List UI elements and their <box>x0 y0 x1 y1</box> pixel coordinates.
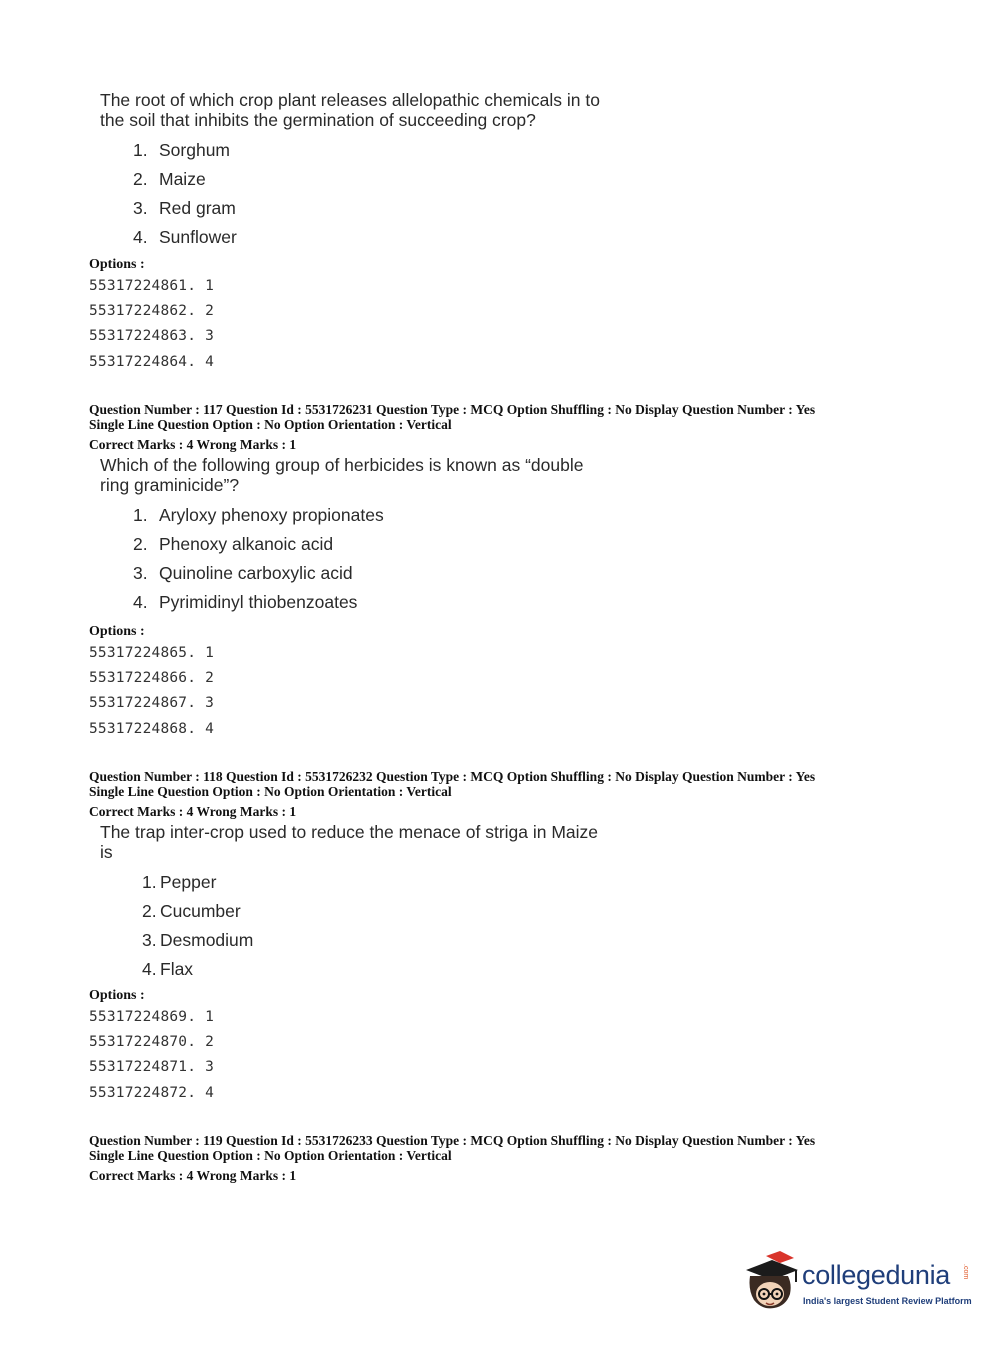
question-118-text-line2: is <box>100 842 113 862</box>
question-118-choice-3: 3. Desmodium <box>142 930 254 950</box>
question-117-meta-line1: Question Number : 117 Question Id : 5531726231 Question Type : MCQ Option Shuffling : No Display Question Number : Yes <box>89 402 816 417</box>
question-118-option-4: 55317224872. 4 <box>89 1085 215 1101</box>
question-117-option-4: 55317224868. 4 <box>89 721 215 737</box>
question-117-options-heading: Options : <box>89 624 145 639</box>
question-116-text-line2: the soil that inhibits the germination of succeeding crop? <box>100 110 536 130</box>
question-116-option-1: 55317224861. 1 <box>89 278 215 294</box>
question-117-option-3: 55317224867. 3 <box>89 695 215 711</box>
question-118-choice-1: 1. Pepper <box>142 872 217 892</box>
question-118-option-1: 55317224869. 1 <box>89 1009 215 1025</box>
question-116-option-4: 55317224864. 4 <box>89 354 215 370</box>
question-117-choice-1: 1. Aryloxy phenoxy propionates <box>133 505 384 525</box>
logo-wordmark: collegedunia <box>802 1260 951 1290</box>
question-118-marks: Correct Marks : 4 Wrong Marks : 1 <box>89 804 297 819</box>
question-117-meta-line2: Single Line Question Option : No Option Orientation : Vertical <box>89 417 452 432</box>
question-118-choice-4: 4. Flax <box>142 959 194 979</box>
question-118-meta-line2: Single Line Question Option : No Option Orientation : Vertical <box>89 784 452 799</box>
mascot-icon <box>742 1250 800 1314</box>
question-119-marks: Correct Marks : 4 Wrong Marks : 1 <box>89 1168 297 1183</box>
question-117-choice-2: 2. Phenoxy alkanoic acid <box>133 534 334 554</box>
question-119-meta-line2: Single Line Question Option : No Option Orientation : Vertical <box>89 1148 452 1163</box>
question-116-choice-2: 2. Maize <box>133 169 206 189</box>
question-118-text-line1: The trap inter-crop used to reduce the menace of striga in Maize <box>100 822 599 842</box>
question-117-option-1: 55317224865. 1 <box>89 645 215 661</box>
question-118-choice-2: 2. Cucumber <box>142 901 241 921</box>
question-117-option-2: 55317224866. 2 <box>89 670 215 686</box>
question-119-meta-line1: Question Number : 119 Question Id : 5531726233 Question Type : MCQ Option Shuffling : No Display Question Number : Yes <box>89 1133 816 1148</box>
question-116-choice-4: 4. Sunflower <box>133 227 237 247</box>
question-116-text-line1: The root of which crop plant releases allelopathic chemicals in to <box>100 90 600 110</box>
question-117-choice-3: 3. Quinoline carboxylic acid <box>133 563 353 583</box>
logo-domain-suffix: .com <box>962 1264 969 1280</box>
question-116-choice-3: 3. Red gram <box>133 198 236 218</box>
collegedunia-logo <box>742 1250 972 1320</box>
question-116-option-2: 55317224862. 2 <box>89 303 215 319</box>
question-118-meta-line1: Question Number : 118 Question Id : 5531726232 Question Type : MCQ Option Shuffling : No Display Question Number : Yes <box>89 769 816 784</box>
question-118-options-heading: Options : <box>89 988 145 1003</box>
question-117-choice-4: 4. Pyrimidinyl thiobenzoates <box>133 592 358 612</box>
question-116-choice-1: 1. Sorghum <box>133 140 231 160</box>
question-117-text-line1: Which of the following group of herbicides is known as “double <box>100 455 584 475</box>
question-116-option-3: 55317224863. 3 <box>89 328 215 344</box>
logo-tagline: India's largest Student Review Platform <box>803 1296 972 1306</box>
question-118-option-3: 55317224871. 3 <box>89 1059 215 1075</box>
question-117-text-line2: ring graminicide”? <box>100 475 240 495</box>
question-116-options-heading: Options : <box>89 257 145 272</box>
question-118-option-2: 55317224870. 2 <box>89 1034 215 1050</box>
question-117-marks: Correct Marks : 4 Wrong Marks : 1 <box>89 437 297 452</box>
